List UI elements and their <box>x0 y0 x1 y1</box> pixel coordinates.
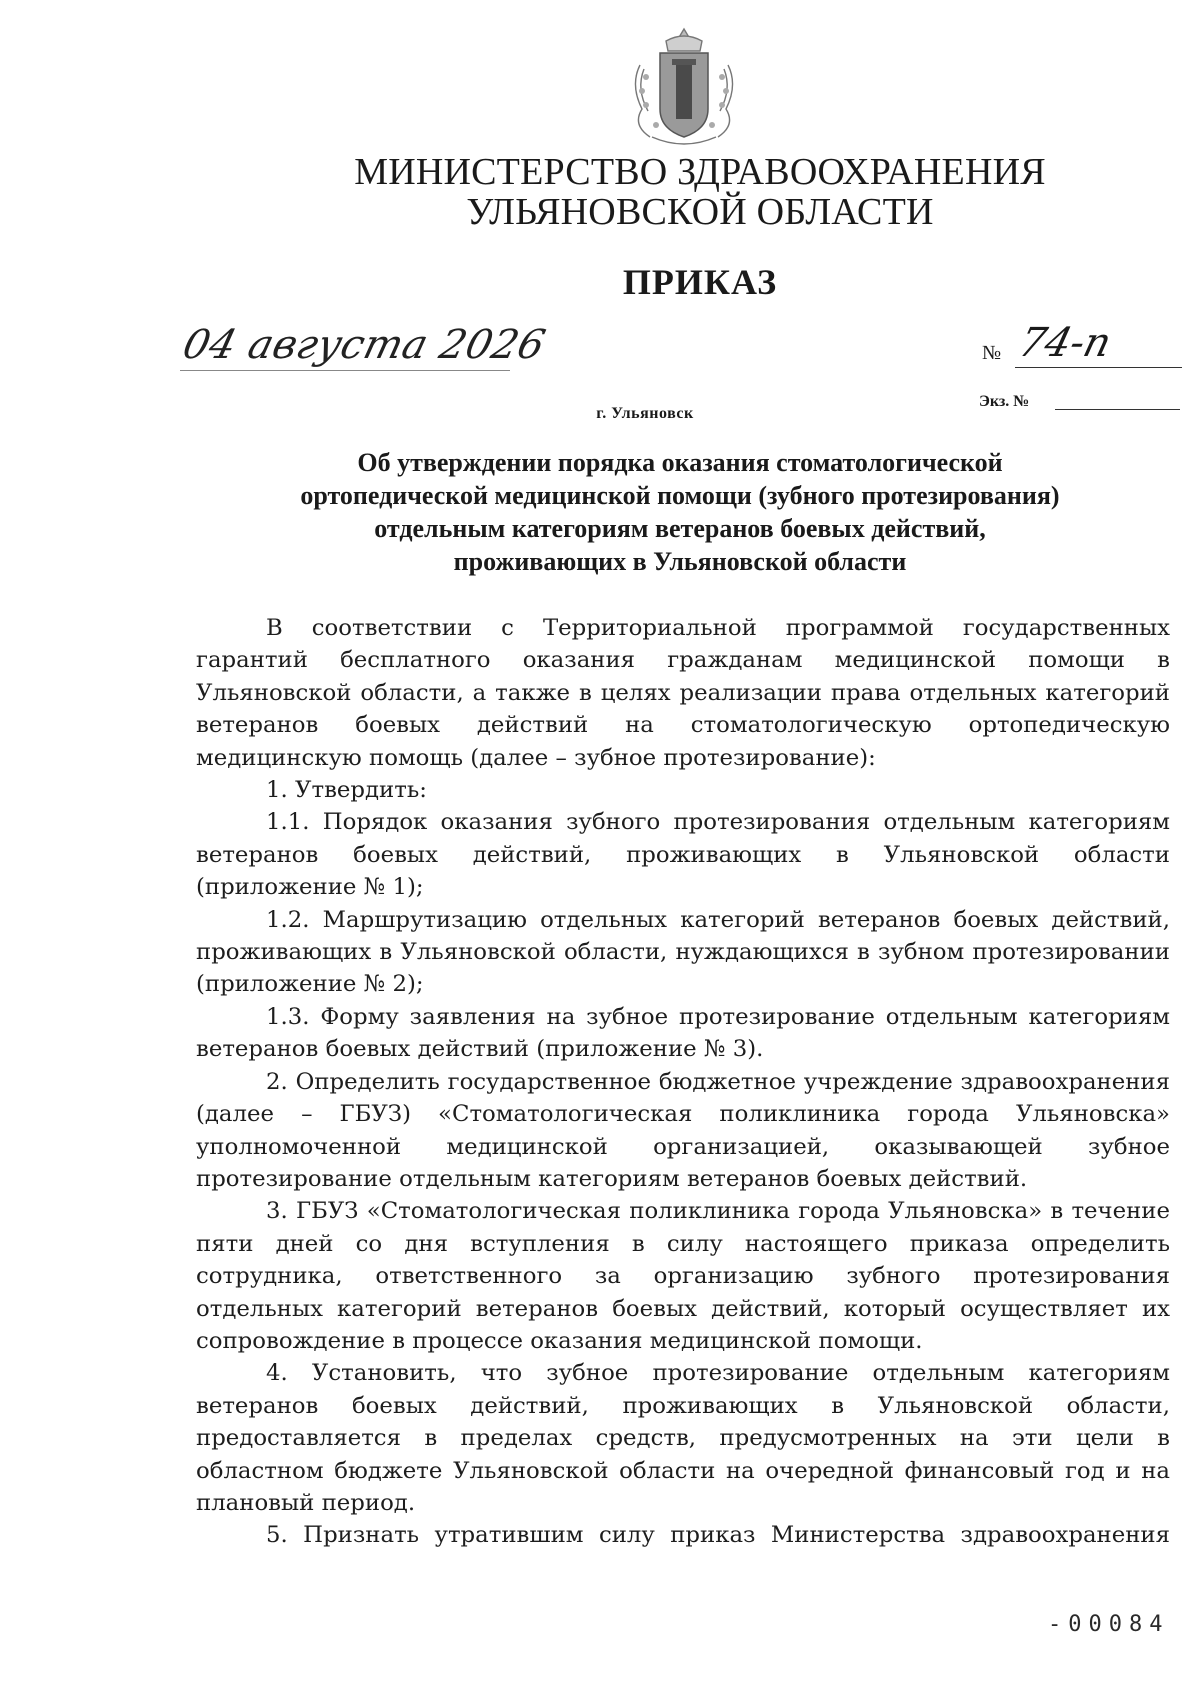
ministry-line-1: МИНИСТЕРСТВО ЗДРАВООХРАНЕНИЯ <box>354 151 1046 193</box>
handwritten-number: 74-п <box>1014 320 1116 366</box>
title-line: отдельным категориям ветеранов боевых действий, <box>374 514 986 543</box>
paragraph-3: 3. ГБУЗ «Стоматологическая поликлиника города Ульяновска» в течение пяти дней со дня вступления в силу настоящего приказа определить сотрудника, ответственного за организацию зубного протезирования отдельных категорий ветеранов боевых действий, который осуществляет их сопровождение в процессе оказания медицинской помощи. <box>196 1198 1170 1354</box>
paragraph-4: 4. Установить, что зубное протезирование отдельным категориям ветеранов боевых действий, проживающих в Ульяновской области, предоставляется в пределах средств, предусмотренных на эти цели в областном бюджете Ульяновской области на очередной финансовый год и на плановый период. <box>196 1360 1170 1516</box>
paragraph-1-3: 1.3. Форму заявления на зубное протезирование отдельным категориям ветеранов боевых действий (приложение № 3). <box>196 1003 1170 1063</box>
copy-number-label: Экз. № <box>979 393 1030 410</box>
coat-of-arms-icon <box>622 25 746 153</box>
document-body <box>196 612 1170 1552</box>
number-label: № <box>982 342 1002 364</box>
document-type: ПРИКАЗ <box>622 262 778 302</box>
paragraph-1-2: 1.2. Маршрутизацию отдельных категорий ветеранов боевых действий, проживающих в Ульяновской области, нуждающихся в зубном протезировании (приложение № 2); <box>196 906 1170 998</box>
title-line: ортопедической медицинской помощи (зубного протезирования) <box>300 481 1060 510</box>
city: г. Ульяновск <box>596 405 694 422</box>
copy-number-underline <box>1055 409 1180 410</box>
document-title <box>250 446 1110 578</box>
stamp-number: -00084 <box>1048 1612 1170 1637</box>
ministry-line-2: УЛЬЯНОВСКОЙ ОБЛАСТИ <box>466 191 934 233</box>
paragraph-2: 2. Определить государственное бюджетное учреждение здравоохранения (далее – ГБУЗ) «Стоматологическая поликлиника города Ульяновска» уполномоченной медицинской организацией, оказывающей зубное протезирование отдельным категориям ветеранов боевых действий. <box>196 1068 1170 1192</box>
date-underline <box>180 370 510 371</box>
paragraph-1-1: 1.1. Порядок оказания зубного протезирования отдельным категориям ветеранов боевых действий, проживающих в Ульяновской области (приложение № 1); <box>196 809 1170 901</box>
title-line: Об утверждении порядка оказания стоматологической <box>357 448 1003 477</box>
title-line: проживающих в Ульяновской области <box>453 547 907 576</box>
number-underline <box>1015 367 1182 368</box>
paragraph-preamble: В соответствии с Территориальной программой государственных гарантий бесплатного оказания гражданам медицинской помощи в Ульяновской области, а также в целях реализации права отдельных категорий ветеранов боевых действий на стоматологическую ортопедическую медицинскую помощь (далее – зубное протезирование): <box>196 615 1170 771</box>
paragraph-1: 1. Утвердить: <box>266 777 427 804</box>
ministry-name <box>330 152 1070 232</box>
paragraph-5: 5. Признать утратившим силу приказ Министерства здравоохранения <box>266 1522 1170 1549</box>
handwritten-date: 04 августа 2026 <box>178 322 551 368</box>
